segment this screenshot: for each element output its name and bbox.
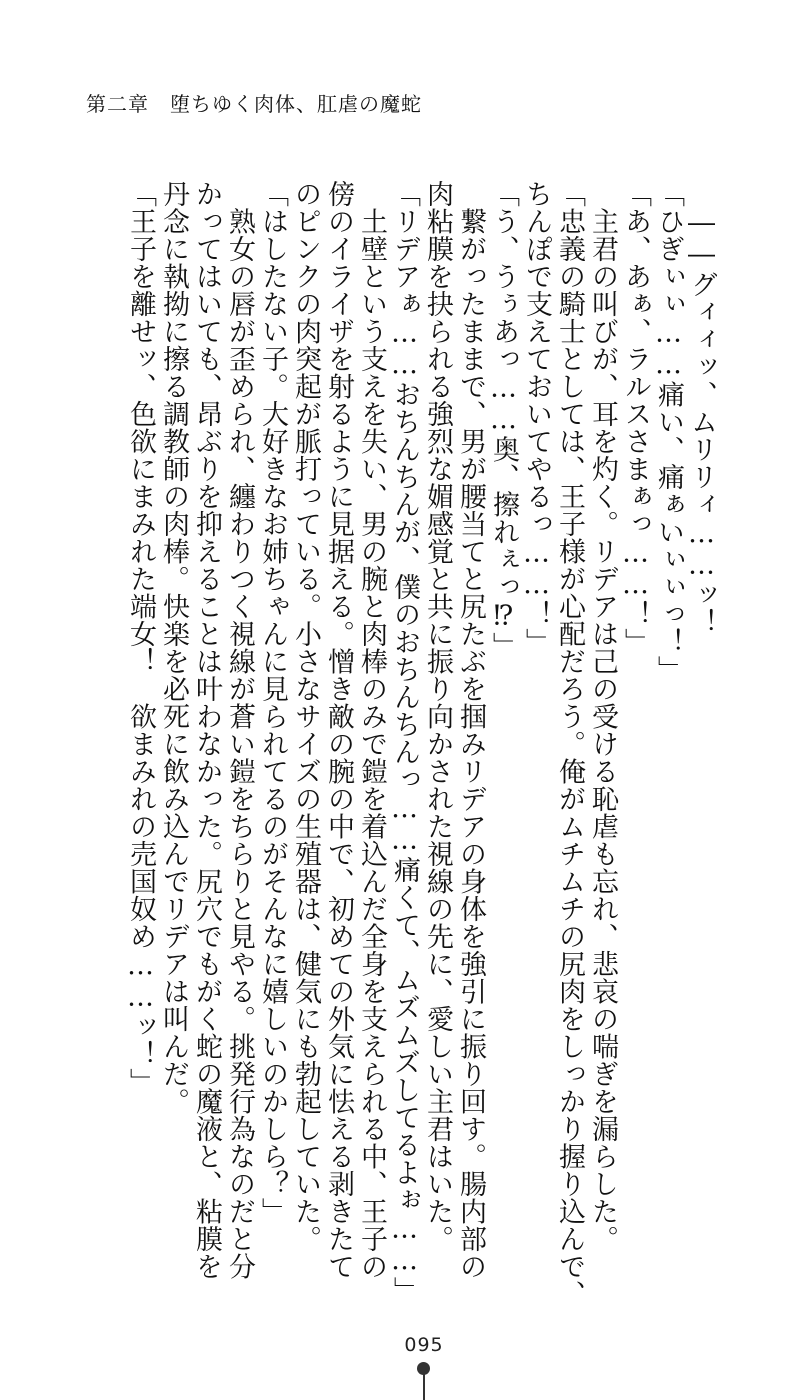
text-line: ――グィィッ、ムリリィ……ッ！ [686, 180, 717, 636]
text-line: 繋がったままで、男が腰当てと尻たぶを掴みリデアの身体を強引に振り回す。腸内部の [455, 180, 486, 1280]
text-line: 肉粘膜を抉られる強烈な媚感覚と共に振り向かされた視線の先に、愛しい主君はいた。 [422, 180, 453, 1253]
text-line: 「忠義の騎士としては、王子様が心配だろう。俺がムチムチの尻肉をしっかり握り込んで、 [554, 180, 585, 1308]
text-line: 「王子を離せッ、色欲にまみれた端女！ 欲まみれの売国奴め……ッ！」 [125, 180, 156, 1096]
text-line: かってはいても、昂ぶりを抑えることは叶わなかった。尻穴でもがく蛇の魔液と、粘膜を [191, 180, 222, 1280]
text-line: 傍のイライザを射るように見据える。憎き敵の腕の中で、初めての外気に怯える剥きたて [323, 180, 354, 1280]
text-line: 「はしたない子。大好きなお姉ちゃんに見られてるのがそんなに嬉しいのかしら？」 [257, 180, 288, 1225]
text-line: のピンクの肉突起が脈打っている。小さなサイズの生殖器は、健気にも勃起していた。 [290, 180, 321, 1253]
body-text [124, 180, 718, 1308]
page-marker-line [423, 1374, 425, 1400]
text-line: ちんぽで支えておいてやるっ……！」 [521, 180, 552, 656]
text-line: 「ひぎぃぃ……痛い、痛ぁいぃぃっ！」 [653, 180, 684, 683]
text-line: 「リデアぁ……おちんちんが、僕のおちんちんっ……痛くて、ムズムズしてるよぉ……」 [389, 180, 420, 1304]
text-line: 熟女の唇が歪められ、纏わりつく視線が蒼い鎧をちらりと見やる。挑発行為なのだと分 [224, 180, 255, 1280]
text-line: 主君の叫びが、耳を灼く。リデアは己の受ける恥虐も忘れ、悲哀の喘ぎを漏らした。 [587, 180, 618, 1253]
text-line: 「あ、あぁ、ラルスさまぁっ……！」 [620, 180, 651, 656]
page-number: 095 [404, 1334, 444, 1356]
text-line: 「う、うぅあっ……奥、擦れぇっ⁉」 [488, 180, 519, 660]
text-line: 土壁という支えを失い、男の腕と肉棒のみで鎧を着込んだ全身を支えられる中、王子の [356, 180, 387, 1280]
text-line: 丹念に執拗に擦る調教師の肉棒。快楽を必死に飲み込んでリデアは叫んだ。 [158, 180, 189, 1115]
chapter-title: 第二章 堕ちゆく肉体、肛虐の魔蛇 [86, 92, 422, 116]
